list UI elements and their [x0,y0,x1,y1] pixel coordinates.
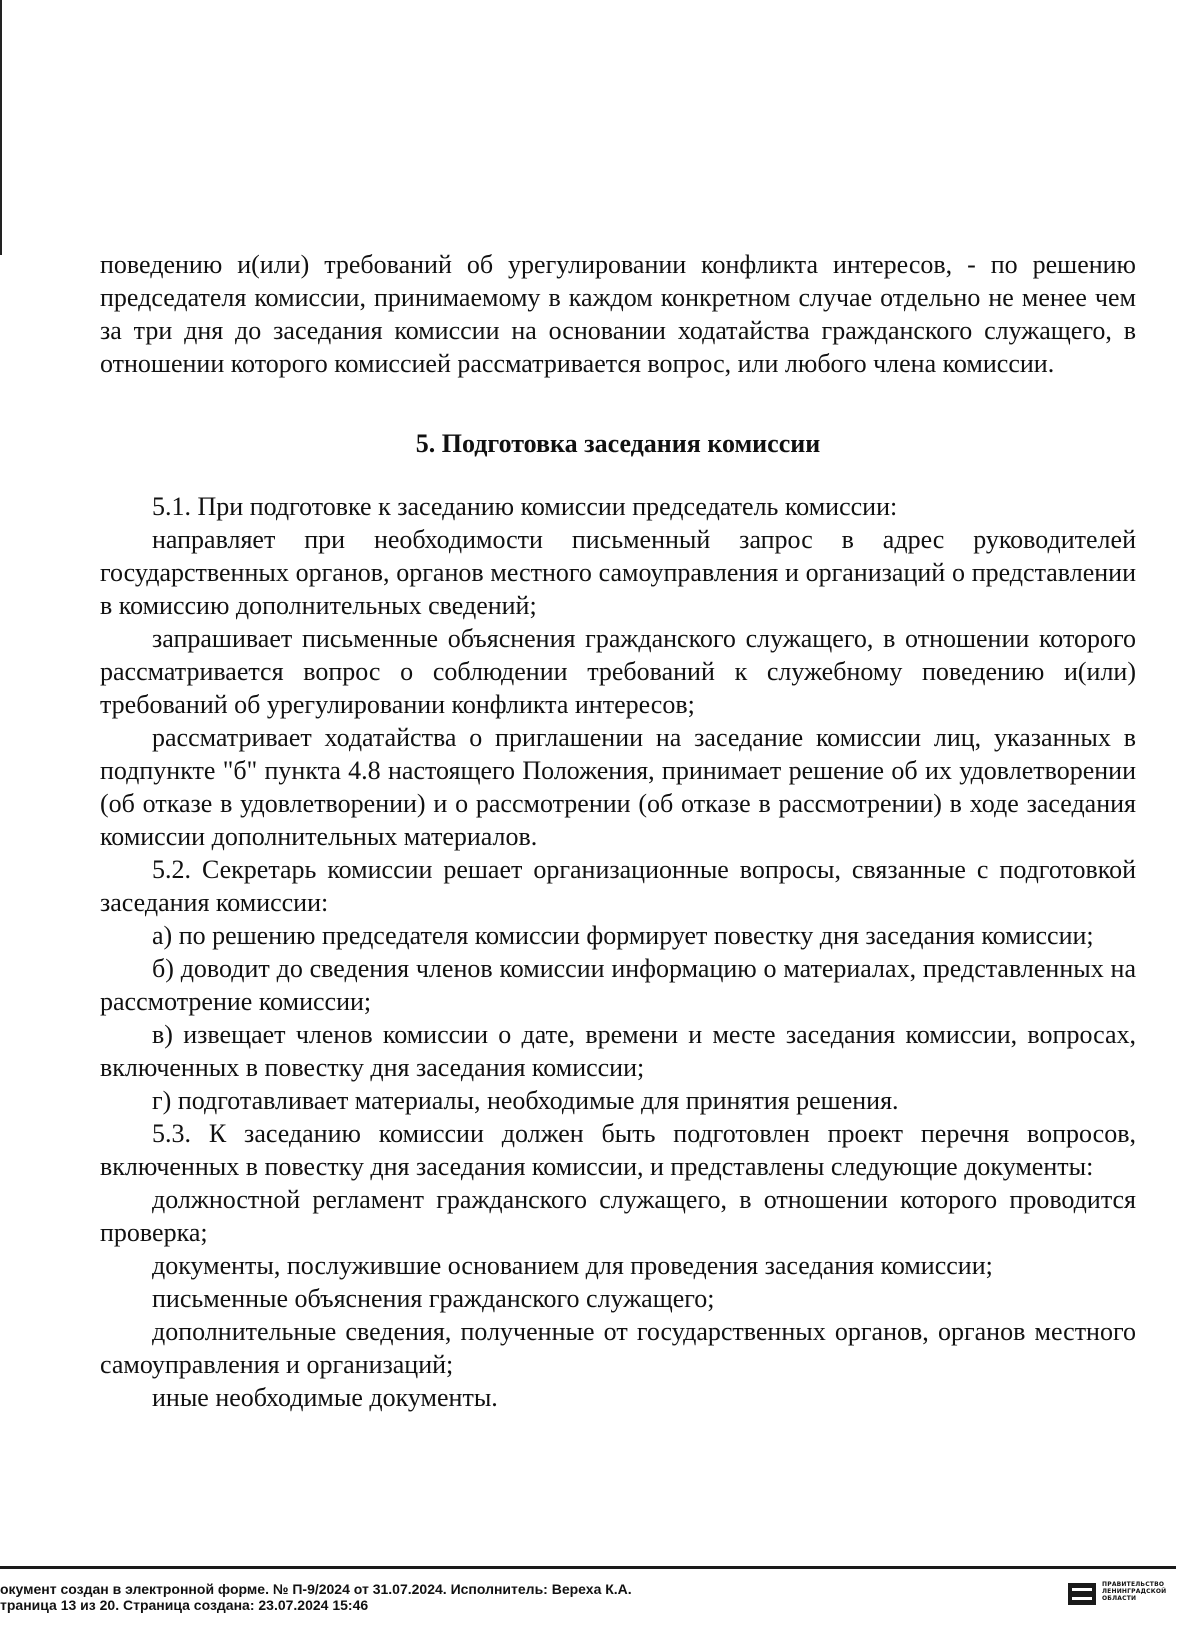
paragraph-item-b: б) доводит до сведения членов комиссии информацию о материалах, представленных на рассмотрение комиссии; [100,954,1136,1016]
paragraph-explanations: запрашивает письменные объяснения гражданского служащего, в отношении которого рассматривается вопрос о соблюдении требований к служебному поведению и(или) требований об урегулировании конфликта интересов; [100,624,1136,719]
paragraph-request: направляет при необходимости письменный запрос в адрес руководителей государственных органов, органов местного самоуправления и организаций о представлении в комиссию дополнительных сведений; [100,525,1136,620]
logo-text-line-3: ОБЛАСТИ [1102,1595,1137,1602]
paragraph-5-2: 5.2. Секретарь комиссии решает организационные вопросы, связанные с подготовкой заседания комиссии: [100,855,1136,917]
logo-text-line-2: ЛЕНИНГРАДСКОЙ [1102,1588,1167,1595]
section-heading: 5. Подготовка заседания комиссии [415,429,821,458]
scan-left-edge [0,0,2,255]
paragraph-regulation: должностной регламент гражданского служащего, в отношении которого проводится проверка; [100,1185,1136,1247]
continuation-paragraph: поведению и(или) требований об урегулировании конфликта интересов, - по решению председателя комиссии, принимаемому в каждом конкретном случае отдельно не менее чем за три дня до заседания комиссии на основании ходатайства гражданского служащего, в отношении которого комиссией рассматривается вопрос, или любого члена комиссии. [100,250,1136,378]
electronic-document-footer [0,1581,1060,1631]
footer-divider [0,1566,1176,1569]
logo-text-line-1: ПРАВИТЕЛЬСТВО [1102,1581,1165,1588]
document-body [100,248,1136,1414]
paragraph-other-documents: иные необходимые документы. [152,1383,498,1412]
paragraph-item-a: а) по решению председателя комиссии формирует повестку дня заседания комиссии; [152,921,1094,950]
paragraph-petitions: рассматривает ходатайства о приглашении на заседание комиссии лиц, указанных в подпункте "б" пункта 4.8 настоящего Положения, принимает решение об их удовлетворении (об отказе в удовлетворении) и о рассмотрении (об отказе в рассмотрении) в ходе заседания комиссии дополнительных материалов. [100,723,1136,851]
paragraph-additional-info: дополнительные сведения, полученные от государственных органов, органов местного самоуправления и организаций; [100,1317,1136,1379]
footer-line-2: траница 13 из 20. Страница создана: 23.07.2024 15:46 [0,1597,369,1613]
paragraph-item-v: в) извещает членов комиссии о дате, времени и месте заседания комиссии, вопросах, включенных в повестку дня заседания комиссии; [100,1020,1136,1082]
logo-text [1102,1581,1178,1602]
government-emblem-icon [1068,1583,1096,1605]
paragraph-grounds: документы, послужившие основанием для проведения заседания комиссии; [152,1251,993,1280]
footer-line-1: окумент создан в электронной форме. № П-9/2024 от 31.07.2024. Исполнитель: Вереха К.А. [0,1581,632,1597]
paragraph-written-explanations: письменные объяснения гражданского служащего; [152,1284,715,1313]
paragraph-5-3: 5.3. К заседанию комиссии должен быть подготовлен проект перечня вопросов, включенных в повестку дня заседания комиссии, и представлены следующие документы: [100,1119,1136,1181]
paragraph-5-1: 5.1. При подготовке к заседанию комиссии председатель комиссии: [152,492,898,521]
paragraph-item-g: г) подготавливает материалы, необходимые для принятия решения. [152,1086,899,1115]
government-logo [1068,1577,1178,1617]
